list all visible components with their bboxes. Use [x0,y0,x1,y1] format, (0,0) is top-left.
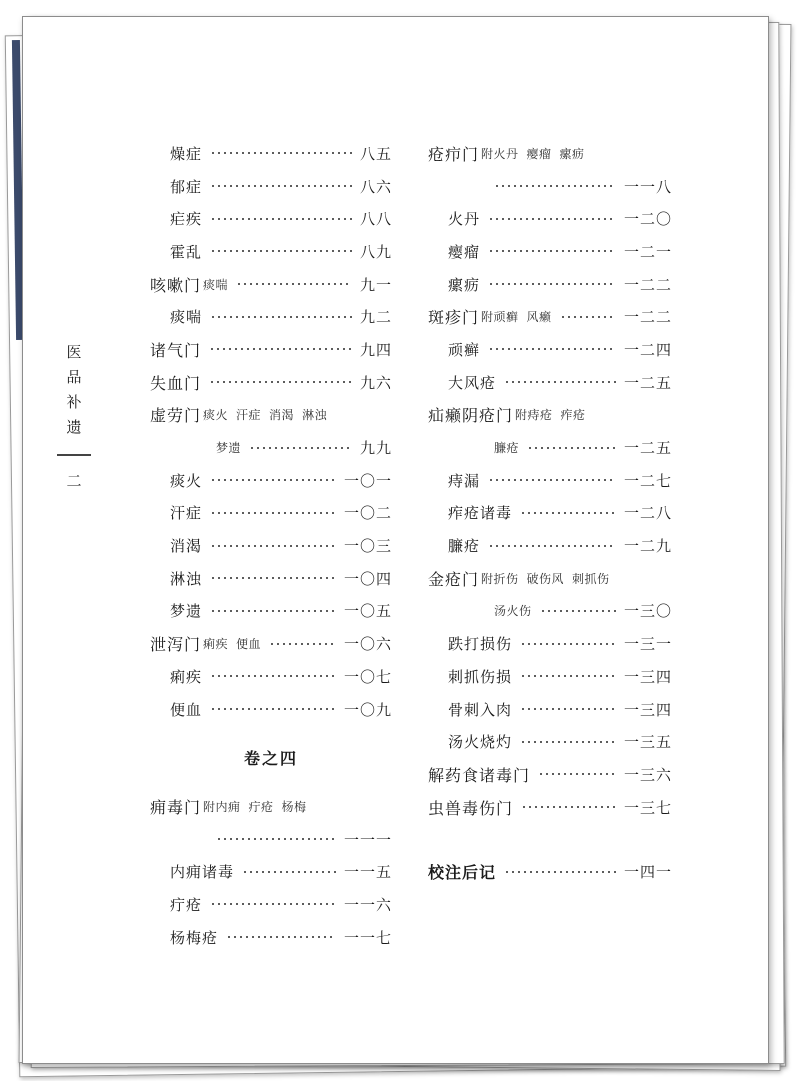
entry-title: 瘰疬 [448,275,481,294]
entry-page: 一一六 [343,895,392,914]
leader-dots [249,447,352,449]
subtopic: 刺抓伤 [572,571,610,586]
toc-entry [150,497,392,530]
toc-entry [428,235,672,268]
toc-entry [428,464,672,497]
toc-entry [150,562,392,595]
toc-entry [428,137,672,170]
entry-title: 汤火烧灼 [448,733,513,752]
entry-subtopics [481,145,585,162]
toc-entry [428,366,672,399]
toc-entry [150,366,392,399]
toc-entry-continuation [428,431,672,464]
entry-title: 顽癣 [448,340,481,359]
toc-entry [150,529,392,562]
subtopic: 痰喘 [203,277,229,292]
subtopic: 便血 [236,637,262,652]
leader-dots [236,283,352,285]
toc-entry-continuation [428,170,672,203]
entry-title: 虚劳门 [150,406,202,426]
toc-entry [150,333,392,366]
leader-dots [504,381,616,383]
leader-dots [210,577,336,579]
entry-title: 金疮门 [428,569,480,589]
entry-page: 一〇六 [343,635,392,654]
toc-entry-continuation [150,823,392,856]
entry-page: 九六 [359,373,392,392]
entry-title: 疝癞阴疮门 [428,406,514,426]
entry-page: 一〇一 [343,471,392,490]
entry-page: 一二五 [623,439,672,458]
toc-entry [150,790,392,823]
entry-title: 便血 [170,700,203,719]
entry-page: 八九 [359,242,392,261]
entry-page: 一三〇 [623,602,672,621]
leader-dots [269,643,336,645]
leader-dots [488,479,616,481]
entry-title: 火丹 [448,210,481,229]
leader-dots [216,838,336,840]
leader-dots [520,512,616,514]
leader-dots [209,348,352,350]
entry-page: 一四一 [623,863,672,882]
toc-entry [150,300,392,333]
toc-entry [428,399,672,432]
leader-dots [521,806,616,808]
entry-page: 九二 [359,308,392,327]
toc-entry [150,399,392,432]
entry-page: 八六 [359,177,392,196]
entry-title: 刺抓伤损 [448,667,513,686]
spacer [428,839,672,855]
subtopic: 附顽癣 [481,310,519,325]
entry-page: 一三五 [623,733,672,752]
entry-subtopics [203,635,261,652]
toc-entry [150,202,392,235]
entry-page: 一二七 [623,471,672,490]
entry-page: 一〇四 [343,569,392,588]
entry-page: 一三一 [623,635,672,654]
leader-dots [210,610,336,612]
entry-page: 一二一 [623,242,672,261]
toc-entry [428,791,672,824]
entry-subtopics [203,406,327,423]
leader-dots [210,152,352,154]
entry-subtopics: 梦遗 [216,441,242,456]
leader-dots [210,903,336,905]
toc-entry [428,725,672,758]
entry-title: 汗症 [170,504,203,523]
leader-dots [504,871,616,873]
leader-dots [488,348,616,350]
leader-dots [210,316,352,318]
leader-dots [488,250,616,252]
entry-page: 九四 [359,340,392,359]
toc-right-column [428,137,672,888]
toc-left-column [150,137,392,954]
toc-entry [150,268,392,301]
entry-page: 八五 [359,144,392,163]
entry-page: 一〇七 [343,667,392,686]
toc-entry [428,855,672,888]
leader-dots [488,545,616,547]
entry-page: 一二〇 [623,210,672,229]
toc-entry [428,758,672,791]
leader-dots [538,773,616,775]
entry-title: 霍乱 [170,242,203,261]
subtopic: 痄疮 [560,408,586,423]
toc-entry-continuation [428,595,672,628]
entry-page: 一〇五 [343,602,392,621]
entry-title: 燥症 [170,144,203,163]
spacer [150,725,392,741]
entry-title: 疔疮 [170,895,203,914]
entry-title: 痔漏 [448,471,481,490]
subtopic: 疔疮 [248,799,274,814]
toc-entry [150,137,392,170]
entry-page: 一二二 [623,308,672,327]
entry-subtopics [203,276,228,293]
leader-dots [210,708,336,710]
leader-dots [540,610,616,612]
toc-entry-continuation [150,431,392,464]
entry-title: 斑疹门 [428,308,480,328]
entry-title: 失血门 [150,373,202,393]
entry-subtopics [203,798,307,815]
entry-title: 诸气门 [150,340,202,360]
volume-heading: 卷之四 [243,749,298,769]
toc-entry [428,333,672,366]
spacer [428,823,672,839]
leader-dots [209,381,352,383]
entry-page: 一二二 [623,275,672,294]
toc-entry [150,170,392,203]
subtopic: 破伤风 [526,571,565,586]
entry-page: 一三四 [623,700,672,719]
book-title: 医品补遗 [64,344,83,444]
toc-entry [150,595,392,628]
entry-title: 内痈诸毒 [170,863,235,882]
entry-title: 消渴 [170,537,203,556]
leader-dots [242,871,336,873]
toc-entry [150,693,392,726]
entry-subtopics [481,308,552,325]
entry-title: 痰火 [170,471,203,490]
subtopic: 附痔疮 [515,408,553,423]
leader-dots [210,479,336,481]
entry-page: 一一七 [343,928,392,947]
entry-page: 九一 [359,275,392,294]
subtopic: 汗症 [236,408,262,423]
header-rule [57,454,91,456]
entry-page: 一〇三 [343,537,392,556]
leader-dots [520,675,616,677]
entry-title: 瘿瘤 [448,242,481,261]
entry-page: 一二八 [623,504,672,523]
toc-entry [150,235,392,268]
entry-title: 臁疮 [448,537,481,556]
toc-entry [428,529,672,562]
leader-dots [520,643,616,645]
toc-entry [428,268,672,301]
entry-page: 一一五 [343,863,392,882]
leader-dots [210,185,352,187]
entry-title: 痄疮诸毒 [448,504,513,523]
toc-entry [150,627,392,660]
entry-page: 八八 [359,210,392,229]
entry-title: 校注后记 [428,863,497,883]
entry-page: 一三七 [623,798,672,817]
leader-dots [210,545,336,547]
subtopic: 风癞 [526,310,552,325]
entry-title: 虫兽毒伤门 [428,798,514,818]
entry-page: 九九 [359,439,392,458]
leader-dots [210,512,336,514]
toc-entry [428,202,672,235]
entry-subtopics: 臁疮 [494,441,520,456]
entry-subtopics: 汤火伤 [494,604,532,619]
entry-page: 一二九 [623,537,672,556]
entry-page: 一一一 [343,830,392,849]
entry-page: 一二五 [623,373,672,392]
toc-entry [150,464,392,497]
toc-entry [428,562,672,595]
subtopic: 附火丹 [481,146,519,161]
entry-page: 一三六 [623,765,672,784]
leader-dots [210,250,352,252]
entry-title: 大风疮 [448,373,497,392]
toc-entry [428,693,672,726]
entry-page: 一一八 [623,177,672,196]
toc-entry [428,497,672,530]
entry-title: 跌打损伤 [448,635,513,654]
entry-page: 一〇九 [343,700,392,719]
entry-title: 淋浊 [170,569,203,588]
subtopic: 痰火 [203,408,229,423]
leader-dots [210,218,352,220]
toc-entry [428,627,672,660]
entry-page: 一三四 [623,667,672,686]
subtopic: 附内痈 [203,799,241,814]
entry-title: 痈毒门 [150,797,202,817]
entry-title: 痰喘 [170,308,203,327]
toc-entry [150,921,392,954]
leader-dots [488,218,616,220]
subtopic: 瘰疬 [559,146,585,161]
entry-page: 一〇二 [343,504,392,523]
spacer [150,774,392,790]
entry-title: 郁症 [170,177,203,196]
entry-title: 痢疾 [170,667,203,686]
subtopic: 淋浊 [302,408,328,423]
entry-title: 梦遗 [170,602,203,621]
subtopic: 杨梅 [281,799,307,814]
leader-dots [488,283,616,285]
leader-dots [494,185,616,187]
subtopic: 消渴 [269,408,295,423]
entry-title: 骨刺入肉 [448,700,513,719]
entry-title: 解药食诸毒门 [428,765,531,785]
leader-dots [226,936,336,938]
toc-entry [150,888,392,921]
subtopic: 瘿瘤 [526,146,552,161]
entry-page: 一二四 [623,340,672,359]
page-number: 二 [66,472,82,490]
toc-entry [150,660,392,693]
entry-subtopics [481,570,610,587]
leader-dots [210,675,336,677]
toc-entry [428,300,672,333]
leader-dots [520,741,616,743]
entry-title: 泄泻门 [150,635,202,655]
entry-title: 咳嗽门 [150,275,202,295]
entry-title: 疟疾 [170,210,203,229]
toc-entry [428,660,672,693]
leader-dots [527,447,616,449]
leader-dots [520,708,616,710]
toc-entry [150,855,392,888]
entry-subtopics [515,406,586,423]
leader-dots [560,316,616,318]
entry-title: 疮疖门 [428,144,480,164]
running-header [56,344,92,491]
entry-title: 杨梅疮 [170,928,219,947]
subtopic: 附折伤 [481,571,519,586]
subtopic: 痢疾 [203,637,229,652]
